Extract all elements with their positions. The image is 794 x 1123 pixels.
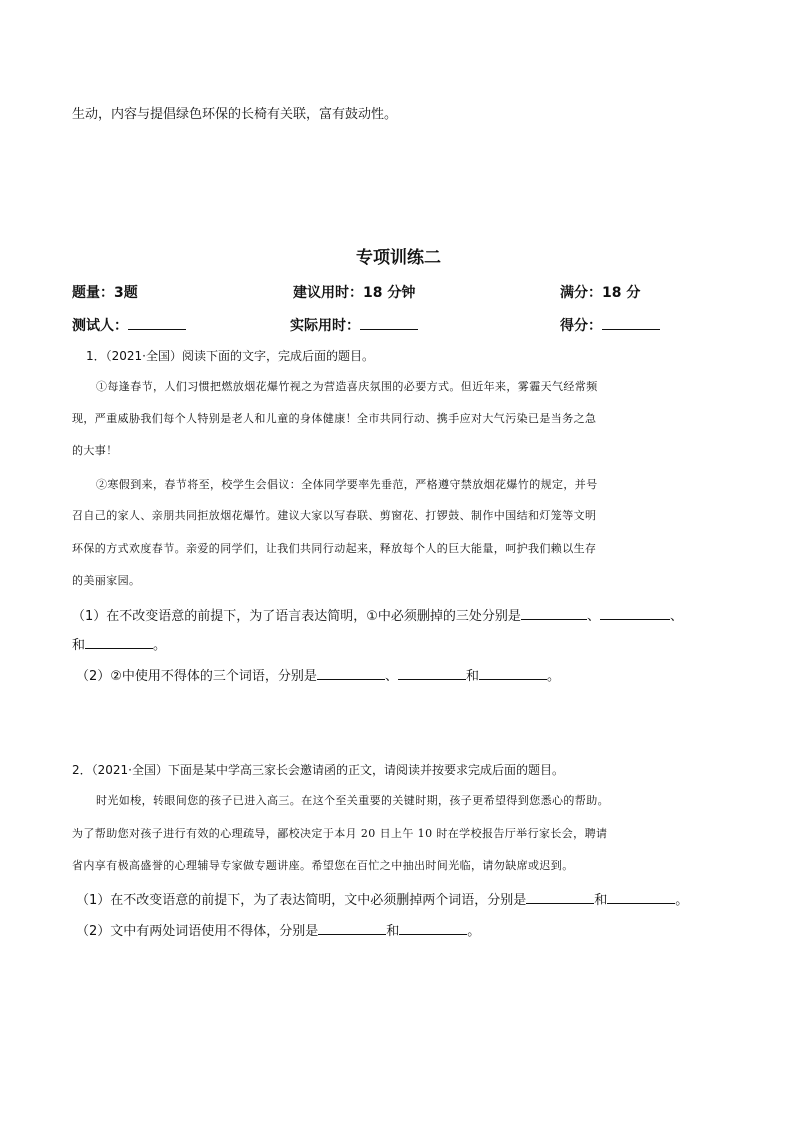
q2-sub1: [76, 889, 688, 908]
section-title: 专项训练二: [356, 248, 441, 268]
q1-passage-line: ①每逢春节，人们习惯把燃放烟花爆竹视之为营造喜庆氛围的必要方式。但近年来，雾霾天气经常频: [96, 380, 598, 393]
tester-field: [72, 315, 186, 335]
conjunction: 和: [386, 924, 400, 939]
full-score: 满分：18 分: [560, 285, 641, 301]
q2-passage-line: 省内享有极高盛誉的心理辅导专家做专题讲座。希望您在百忙之中抽出时间光临，请勿缺席或迟到。: [72, 859, 574, 872]
q1-sub1-line2: [72, 634, 166, 653]
answer-blank: [521, 607, 587, 620]
separator: 、: [586, 609, 600, 624]
q1-sub1-line1: [72, 605, 683, 624]
answer-blank: [607, 891, 675, 904]
q2-passage-line: 为了帮助您对孩子进行有效的心理疏导，鄙校决定于本月 20 日上午 10 时在学校报告厅举行家长会，聘请: [72, 827, 608, 840]
score-field: [560, 315, 660, 335]
period: 。: [153, 638, 167, 653]
q1-passage-line: 现，严重威胁我们每个人特别是老人和儿童的身体健康！全市共同行动、携手应对大气污染已是当务之急: [72, 412, 597, 425]
period: 。: [467, 924, 481, 939]
suggested-time: 建议用时：18 分钟: [293, 285, 416, 301]
q1-heading: 1．（2021·全国）阅读下面的文字，完成后面的题目。: [86, 349, 374, 363]
answer-blank: [600, 607, 670, 620]
period: 。: [675, 893, 689, 908]
q1-passage-line: 召自己的家人、亲朋共同拒放烟花爆竹。建议大家以写春联、剪窗花、打锣鼓、制作中国结和灯笼等文明: [72, 509, 597, 522]
answer-blank: [479, 667, 547, 680]
q2-sub1-text: （1）在不改变语意的前提下，为了表达简明，文中必须删掉两个词语，分别是: [76, 893, 527, 908]
q1-sub2-text: （2）②中使用不得体的三个词语，分别是: [76, 669, 317, 684]
actual-time-blank: [360, 317, 418, 330]
answer-blank: [318, 922, 386, 935]
actual-time-label: 实际用时：: [290, 318, 360, 334]
actual-time-field: [290, 315, 418, 335]
tester-blank: [128, 317, 186, 330]
answer-blank: [85, 636, 153, 649]
period: 。: [546, 669, 560, 684]
answer-blank: [398, 667, 466, 680]
score-blank: [602, 317, 660, 330]
answer-blank: [399, 922, 467, 935]
continuation-line: 生动，内容与提倡绿色环保的长椅有关联，富有鼓动性。: [72, 107, 398, 122]
q1-passage-line: 环保的方式欢度春节。亲爱的同学们，让我们共同行动起来，释放每个人的巨大能量，呵护我们赖以生存: [72, 542, 597, 555]
conjunction: 和: [72, 638, 86, 653]
q2-sub2: [76, 920, 480, 939]
separator: 、: [669, 609, 683, 624]
q2-passage-line: 时光如梭，转眼间您的孩子已进入高三。在这个至关重要的关键时期，孩子更希望得到您悉心的帮助。: [96, 794, 609, 807]
q1-passage-line: ②寒假到来，春节将至，校学生会倡议：全体同学要率先垂范，严格遵守禁放烟花爆竹的规定，并号: [96, 478, 598, 491]
q1-passage-line: 的大事！: [72, 444, 118, 457]
conjunction: 和: [594, 893, 608, 908]
q1-sub2: [76, 665, 560, 684]
q2-heading: 2．（2021·全国）下面是某中学高三家长会邀请函的正文，请阅读并按要求完成后面的题目。: [72, 763, 564, 777]
answer-blank: [526, 891, 594, 904]
q1-passage-line: 的美丽家园。: [72, 574, 141, 587]
conjunction: 和: [465, 669, 479, 684]
question-count: 题量：3题: [72, 285, 138, 301]
score-label: 得分：: [560, 318, 602, 334]
separator: 、: [384, 669, 398, 684]
q2-sub2-text: （2）文中有两处词语使用不得体，分别是: [76, 924, 319, 939]
answer-blank: [317, 667, 385, 680]
tester-label: 测试人：: [72, 318, 128, 334]
q1-sub1-text: （1）在不改变语意的前提下，为了语言表达简明，①中必须删掉的三处分别是: [72, 609, 521, 624]
